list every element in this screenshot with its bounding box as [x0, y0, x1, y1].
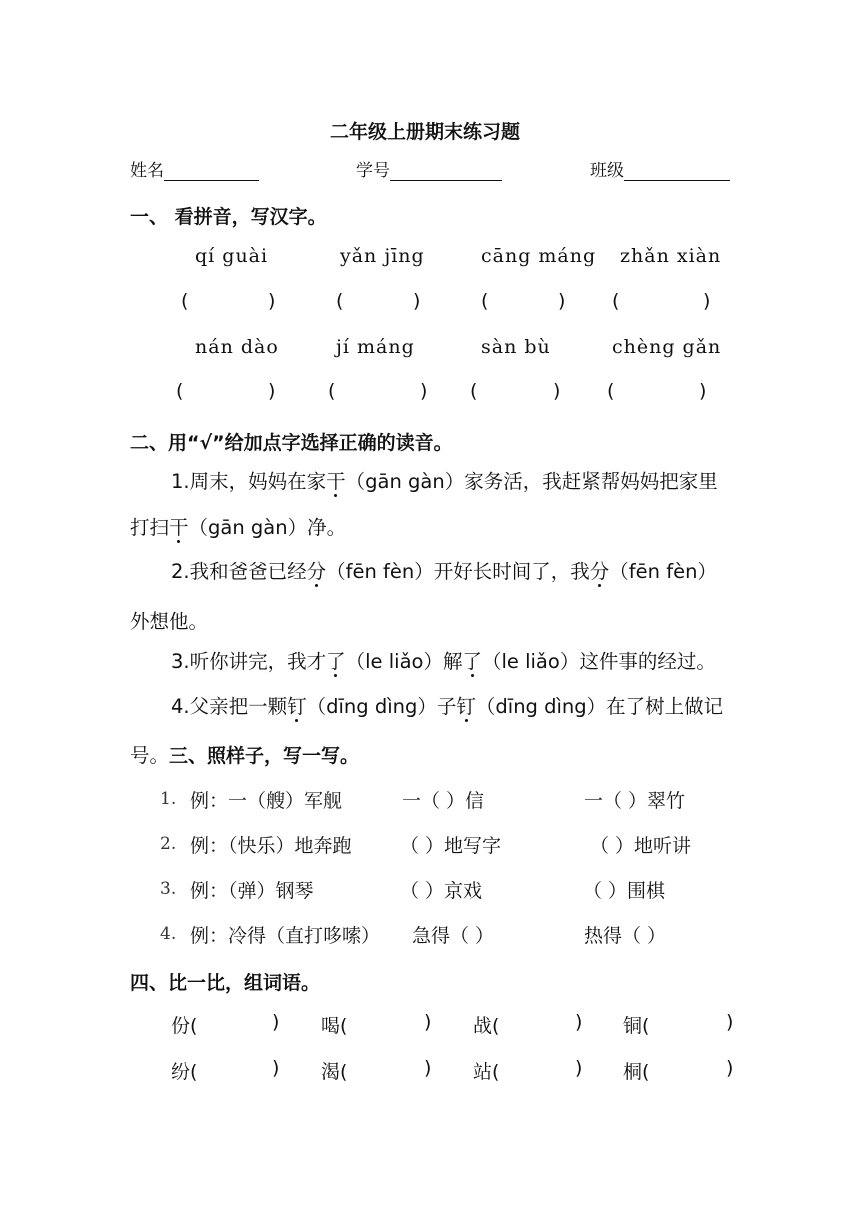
answer-paren-open[interactable]: ( [181, 290, 189, 312]
section4-heading: 四、比一比，组词语。 [130, 972, 321, 994]
example-text: 例：一（艘）军舰 [190, 790, 343, 812]
answer-paren-close[interactable]: ) [268, 380, 276, 402]
answer-paren-open[interactable]: ( [607, 380, 615, 402]
pinyin-item: chèng gǎn [612, 336, 722, 358]
row-number: 2. [160, 834, 177, 854]
word-close: ) [272, 1057, 280, 1079]
dotted-char: 分 [589, 560, 610, 583]
word-close: ) [424, 1011, 432, 1033]
answer-paren-open[interactable]: ( [470, 380, 478, 402]
answer-paren-close[interactable]: ) [558, 290, 566, 312]
word-close: ) [726, 1011, 734, 1033]
section2-heading: 二、用“√”给加点字选择正确的读音。 [130, 432, 453, 454]
pinyin-item: jí máng [336, 336, 415, 358]
dotted-char: 分 [306, 560, 327, 583]
answer-paren-close[interactable]: ) [413, 290, 421, 312]
class-blank[interactable] [624, 162, 730, 181]
question-text: 打扫 [130, 516, 170, 539]
answer-paren-close[interactable]: ) [268, 290, 276, 312]
word-close: ) [575, 1057, 583, 1079]
question-text: 4.父亲把一颗 [171, 695, 288, 718]
name-label: 姓名 [130, 161, 164, 181]
question-text: 号。 [130, 744, 170, 767]
answer-paren-close[interactable]: ) [553, 380, 561, 402]
answer-paren-open[interactable]: ( [481, 290, 489, 312]
name-field[interactable] [130, 156, 259, 181]
section3-heading: 三、照样子，写一写。 [169, 745, 360, 767]
question-text: （gān gàn）净。 [188, 516, 347, 539]
answer-paren-close[interactable]: ) [420, 380, 428, 402]
answer-paren-open[interactable]: ( [328, 380, 336, 402]
answer-paren-open[interactable]: ( [336, 290, 344, 312]
pinyin-item: sàn bù [481, 336, 551, 358]
word-item: 喝( [321, 1015, 348, 1037]
pinyin-item: yǎn jīng [340, 245, 425, 267]
word-item: 铜( [623, 1015, 650, 1037]
class-field[interactable] [590, 156, 730, 181]
name-blank[interactable] [164, 162, 259, 181]
class-label: 班级 [590, 161, 624, 181]
question-text: 1.周末，妈妈在家 [171, 470, 327, 493]
fill-blank[interactable]: （ ）地听讲 [590, 835, 692, 857]
fill-blank[interactable]: （ ）围棋 [583, 880, 666, 902]
fill-blank[interactable]: 一（ ）信 [402, 790, 485, 812]
pinyin-item: zhǎn xiàn [620, 245, 722, 267]
word-item: 纷( [171, 1061, 198, 1083]
question-4-line1 [171, 691, 723, 719]
question-text: 3.听你讲完，我才 [171, 650, 327, 673]
word-item: 份( [171, 1015, 198, 1037]
pinyin-item: cāng máng [481, 245, 597, 267]
question-3 [171, 646, 716, 674]
question-text: 2.我和爸爸已经 [171, 560, 307, 583]
row-number: 3. [160, 879, 177, 899]
example-text: 例：（弹）钢琴 [190, 880, 314, 902]
question-text: （gān gàn）家务活，我赶紧帮妈妈把家里 [345, 470, 718, 493]
section1-heading: 一、 看拼音，写汉字。 [130, 206, 327, 228]
example-text: 例：冷得（直打哆嗦） [190, 925, 381, 947]
word-item: 站( [473, 1061, 500, 1083]
pinyin-item: qí guài [195, 245, 269, 267]
id-label: 学号 [356, 161, 390, 181]
fill-blank[interactable]: 热得（ ） [584, 925, 667, 947]
question-4-line2 [130, 740, 359, 768]
dotted-char: 了 [462, 650, 482, 673]
question-text: （dīng dìng）在了树上做记 [475, 695, 724, 718]
question-text: （le liǎo）这件事的经过。 [481, 650, 716, 673]
example-text: 例：（快乐）地奔跑 [190, 835, 352, 857]
row-number: 4. [160, 924, 177, 944]
pinyin-item: nán dào [195, 336, 279, 358]
dotted-char: 干 [326, 470, 346, 493]
dotted-char: 钉 [287, 695, 307, 718]
fill-blank[interactable]: 一（ ）翠竹 [584, 790, 686, 812]
question-text: （fēn fèn） [609, 560, 717, 583]
id-field[interactable] [356, 156, 502, 181]
word-close: ) [272, 1011, 280, 1033]
word-item: 桐( [623, 1061, 650, 1083]
id-blank[interactable] [390, 162, 502, 181]
question-2-line2: 外想他。 [130, 610, 209, 633]
dotted-char: 干 [169, 516, 189, 539]
word-item: 渴( [321, 1061, 348, 1083]
answer-paren-open[interactable]: ( [612, 290, 620, 312]
question-1-line1 [171, 466, 718, 494]
fill-blank[interactable]: 急得（ ） [412, 925, 495, 947]
word-item: 战( [473, 1015, 500, 1037]
answer-paren-close[interactable]: ) [703, 290, 711, 312]
question-text: （fēn fèn）开好长时间了，我 [326, 560, 590, 583]
dotted-char: 了 [326, 650, 346, 673]
row-number: 1. [160, 789, 177, 809]
word-close: ) [575, 1011, 583, 1033]
answer-paren-close[interactable]: ) [699, 380, 707, 402]
fill-blank[interactable]: （ ）京戏 [400, 880, 483, 902]
page-title: 二年级上册期末练习题 [330, 121, 521, 143]
word-close: ) [726, 1057, 734, 1079]
question-1-line2 [130, 512, 346, 540]
question-2-line1 [171, 556, 717, 584]
answer-paren-open[interactable]: ( [176, 380, 184, 402]
fill-blank[interactable]: （ ）地写字 [400, 835, 502, 857]
dotted-char: 钉 [456, 695, 476, 718]
word-close: ) [424, 1057, 432, 1079]
question-text: （dīng dìng）子 [306, 695, 457, 718]
question-text: （le liǎo）解 [345, 650, 463, 673]
